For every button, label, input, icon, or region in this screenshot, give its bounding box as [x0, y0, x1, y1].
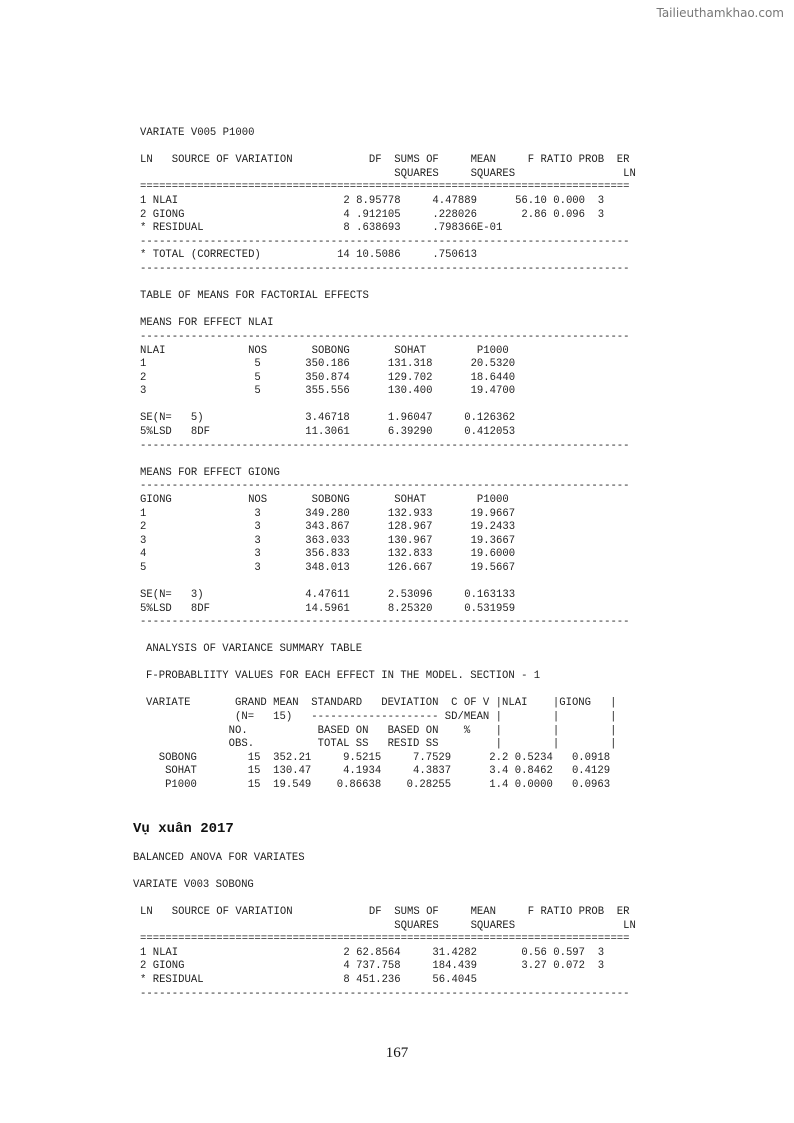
- anova-p1000-block: VARIATE V005 P1000 LN SOURCE OF VARIATION DF SUMS OF MEAN F RATIO PROB ER SQUARES SQUARES LN ============================================================================= 1 NLAI 2 8.95778 4.47889 56.10 0.000 3 2 GIONG 4 .912105 .228026 2.86 0.096 3 * RESIDUAL 8 .638693 .798366E-01 ----------------------------------------------------------------------------- * TOTAL (CORRECTED) 14 10.5086 .750613 ----------------------------------------------------------------------------- TABLE OF MEANS FOR FACTORIAL EFFECTS MEANS FOR EFFECT NLAI ----------------------------------------------------------------------------- NLAI NOS SOBONG SOHAT P1000 1 5 350.186 131.318 20.5320 2 5 350.874 129.702 18.6440 3 5 355.556 130.400 19.4700 SE(N= 5) 3.46718 1.96047 0.126362 5%LSD 8DF 11.3061 6.39290 0.412053 ----------------------------------------------------------------------------- MEANS FOR EFFECT GIONG ----------------------------------------------------------------------------- GIONG NOS SOBONG SOHAT P1000 1 3 349.280 132.933 19.9667 2 3 343.867 128.967 19.2433 3 3 363.033 130.967 19.3667 4 3 356.833 132.833 19.6000 5 3 348.013 126.667 19.5667 SE(N= 3) 4.47611 2.53096 0.163133 5%LSD 8DF 14.5961 8.25320 0.531959 -----------------------------------------------------------------------------: [140, 127, 636, 629]
- watermark-text: Tailieuthamkhao.com: [656, 6, 784, 20]
- balanced-anova-header: BALANCED ANOVA FOR VARIATES VARIATE V003 SOBONG: [133, 852, 305, 892]
- anova-summary-table: ANALYSIS OF VARIANCE SUMMARY TABLE F-PROBABLIITY VALUES FOR EACH EFFECT IN THE MODEL. SECTION - 1 VARIATE GRAND MEAN STANDARD DEVIATION C OF V |NLAI |GIONG | (N= 15) -------------------- SD/MEAN | | | NO. BASED ON BASED ON % | | | OBS. TOTAL SS RESID SS | | | SOBONG 15 352.21 9.5215 7.7529 2.2 0.5234 0.0918 SOHAT 15 130.47 4.1934 4.3837 3.4 0.8462 0.4129 P1000 15 19.549 0.86638 0.28255 1.4 0.0000 0.0963: [146, 643, 617, 791]
- anova-sobong-table: LN SOURCE OF VARIATION DF SUMS OF MEAN F RATIO PROB ER SQUARES SQUARES LN ============================================================================= 1 NLAI 2 62.8564 31.4282 0.56 0.597 3 2 GIONG 4 737.758 184.439 3.27 0.072 3 * RESIDUAL 8 451.236 56.4045 -----------------------------------------------------------------------------: [140, 906, 636, 1000]
- section-heading: Vụ xuân 2017: [133, 821, 234, 837]
- page-number: 167: [385, 1045, 409, 1061]
